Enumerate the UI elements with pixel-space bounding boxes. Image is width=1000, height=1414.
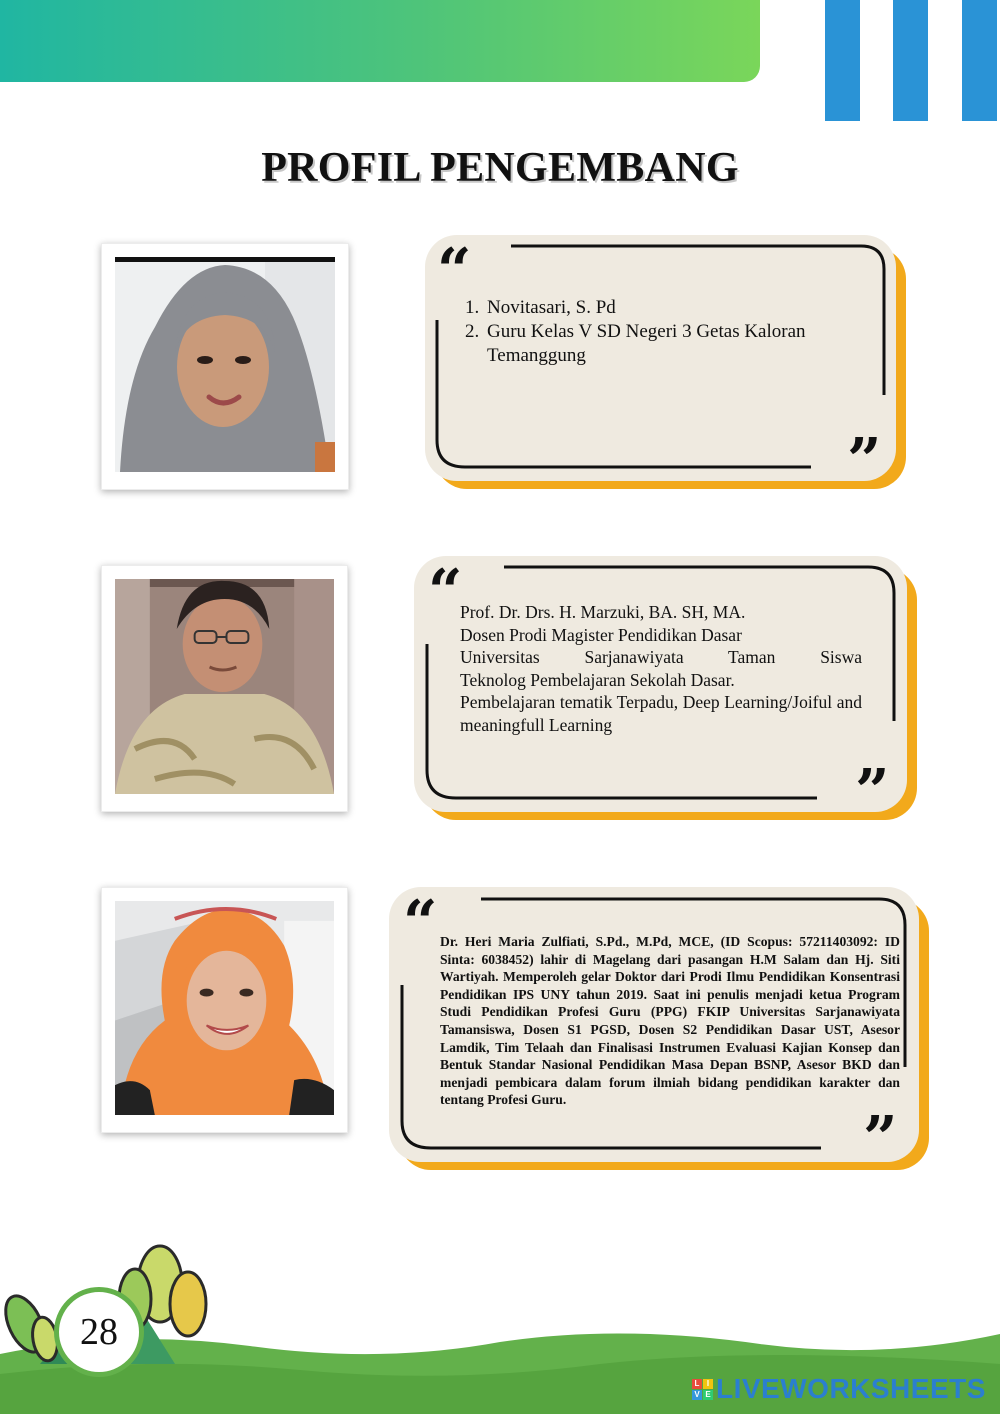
profile-card-3	[389, 887, 919, 1174]
woman-grey-hijab-photo	[115, 257, 335, 472]
blue-stripe	[893, 0, 928, 121]
page-title: PROFIL PENGEMBANG	[261, 145, 739, 191]
man-glasses-batik-photo	[115, 579, 334, 794]
profile-bio: Dr. Heri Maria Zulfiati, S.Pd., M.Pd, MCE, (ID Scopus: 57211403092: ID Sinta: 6038452) lahir di Magelang dari pasangan H.M Salam dan Hj. Siti Wartiyah. Memperoleh gelar Doktor dari Prodi Ilmu Pendidikan Konsentrasi Pendidikan IPS UNY tahun 2019. Saat ini penulis menjadi ketua Program Studi Pendidikan Profesi Guru (PPG) FKIP Universitas Sarjanawiyata Tamansiswa, Dosen S1 PGSD, Dosen S2 Pendidikan Dasar UST, Asesor Lamdik, Tim Telaah dan Finalisasi Instrumen Evaluasi Kajian Konsep dan Bentuk Standar Nasional Pendidikan Masa Depan BSNP, Asesor BKD dan menjadi pembicara dalam forum ilmiah bidang pendidikan karakter dan tentang Profesi Guru.	[440, 934, 900, 1108]
blue-stripe	[962, 0, 997, 121]
logo-letter: L	[692, 1379, 702, 1389]
photo-frame-2	[101, 565, 348, 812]
profile-line: Pembelajaran tematik Terpadu, Deep Learning/Joiful and meaningfull Learning	[460, 692, 862, 735]
profile-name: Prof. Dr. Drs. H. Marzuki, BA. SH, MA.	[460, 602, 746, 622]
logo-letter: V	[692, 1390, 702, 1400]
profile-card-1	[425, 235, 896, 496]
quote-close-icon: ”	[863, 1104, 898, 1174]
blue-stripe	[825, 0, 860, 121]
profile-card-2	[414, 556, 907, 827]
page-number: 28	[80, 1311, 118, 1353]
quote-close-icon: ”	[855, 757, 890, 827]
quote-open-icon: “	[403, 888, 438, 958]
profile-text-2	[460, 601, 862, 736]
profile-text-1	[446, 296, 876, 368]
profile-role: 2. Guru Kelas V SD Negeri 3 Getas Kaloran Temanggung	[484, 320, 876, 368]
quote-close-icon: ”	[847, 426, 882, 496]
liveworksheets-brand[interactable]	[692, 1372, 986, 1406]
woman-orange-hijab-photo	[115, 901, 334, 1115]
profile-name: 1. Novitasari, S. Pd	[484, 296, 876, 320]
top-banner	[0, 0, 760, 82]
brand-text: LIVEWORKSHEETS	[716, 1373, 986, 1404]
profile-line: Dosen Prodi Magister Pendidikan Dasar	[460, 624, 742, 645]
logo-letter: E	[703, 1390, 713, 1400]
profile-text-3	[440, 933, 900, 1109]
quote-open-icon: “	[437, 236, 472, 306]
page-number-badge	[54, 1287, 144, 1377]
profile-line: Universitas Sarjanawiyata Taman Siswa	[460, 647, 862, 667]
logo-letter: I	[703, 1379, 713, 1389]
liveworksheets-logo-icon	[692, 1379, 713, 1400]
quote-open-icon: “	[428, 557, 463, 627]
photo-frame-3	[101, 887, 348, 1133]
profile-line: Teknolog Pembelajaran Sekolah Dasar.	[460, 669, 735, 690]
photo-frame-1	[101, 243, 349, 490]
